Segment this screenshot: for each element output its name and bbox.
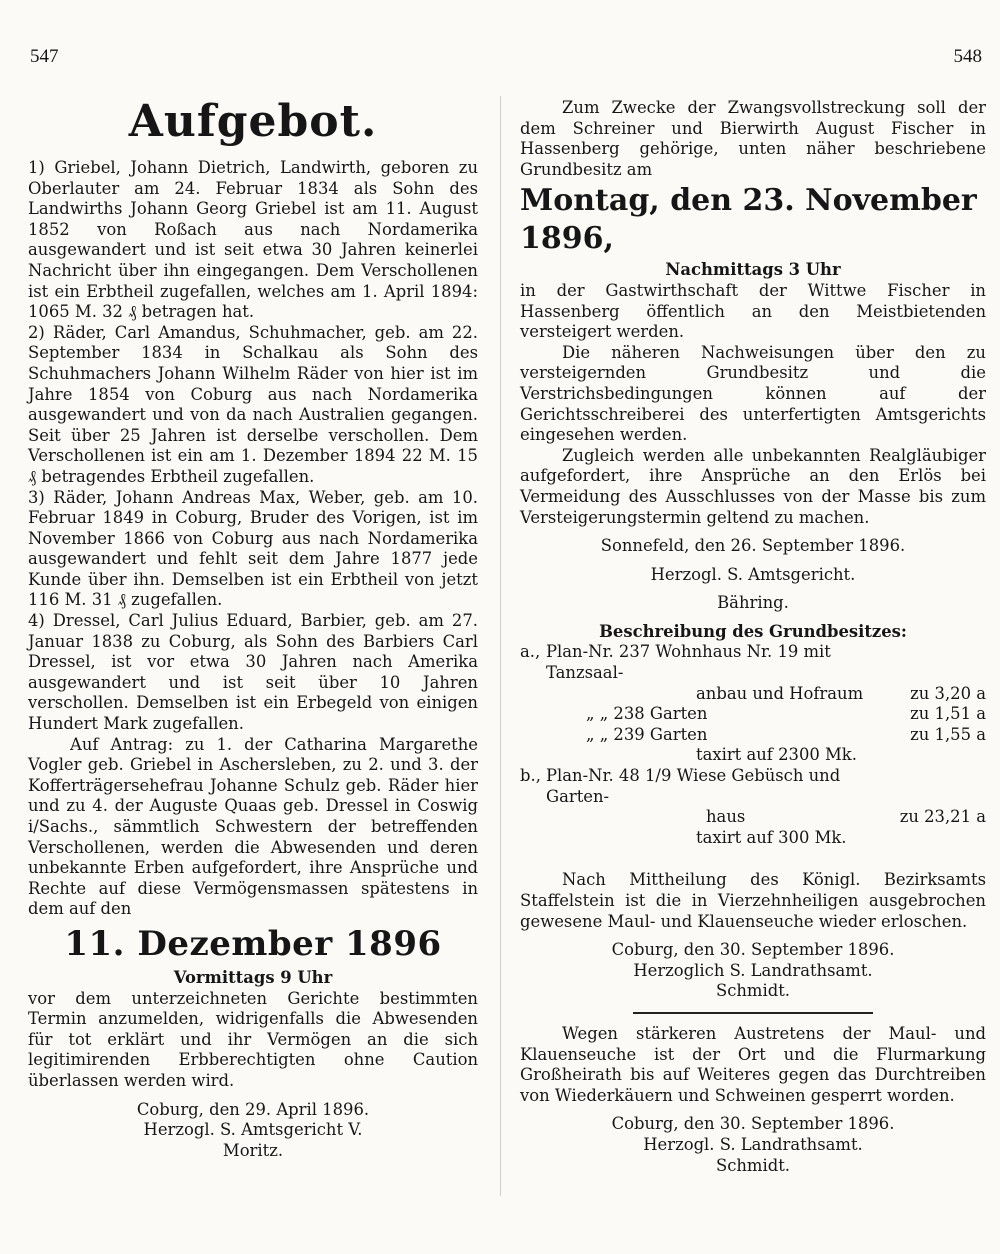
- table-row: b., Plan-Nr. 48 1/9 Wiese Gebüsch und Garten-: [520, 766, 841, 806]
- description-title: Beschreibung des Grundbesitzes:: [599, 621, 907, 641]
- place-date: Coburg, den 30. September 1896.: [611, 1114, 895, 1134]
- separator-line: [633, 1012, 873, 1014]
- creditors-paragraph: Zugleich werden alle unbekannten Realgläubiger aufgefordert, ihre Ansprüche an den Erlös bei Vermeidung des Ausschlusses von der Masse bis zum Versteigerungstermin geltend zu machen.: [520, 445, 986, 527]
- table-row: haus zu 23,21 a: [706, 807, 986, 827]
- table-row: „ „ 238 Garten zu 1,51 a: [586, 704, 986, 724]
- authority: Herzogl. S. Amtsgericht.: [650, 564, 856, 584]
- table-row: taxirt auf 2300 Mk.: [696, 745, 857, 765]
- authority: Herzogl. S. Landrathsamt.: [643, 1134, 863, 1154]
- notice-title: Aufgebot.: [128, 96, 378, 147]
- page-number-left: 547: [30, 46, 59, 67]
- list-item: 4) Dressel, Carl Julius Eduard, Barbier, geb. am 27. Januar 1838 zu Coburg, als Sohn des Barbiers Carl Dressel, ist vor etwa 30 Jahren nach Amerika ausgewandert und ist seit über 10 Jahren verschollen. Demselben ist ein Erbegeld von einigen Hundert Mark zugefallen.: [28, 611, 478, 734]
- disease-notice: Nach Mittheilung des Königl. Bezirksamts Staffelstein ist die in Vierzehnheiligen ausgebrochen gewesene Maul- und Klauenseuche wieder erloschen.: [520, 870, 986, 931]
- list-item: 1) Griebel, Johann Dietrich, Landwirth, geboren zu Oberlauter am 24. Februar 1834 als Sohn des Landwirths Johann Georg Griebel ist am 11. August 1852 von Roßach aus nach Nordamerika ausgewandert und ist seit etwa 30 Jahren keinerlei Nachricht über ihn eingegangen. Dem Verschollenen ist ein Erbtheil zugefallen, welches am 1. April 1894: 1065 M. 32 ₰ betragen hat.: [28, 158, 478, 322]
- right-column: [520, 98, 986, 1176]
- column-divider: [500, 96, 501, 1196]
- signature: Bähring.: [717, 593, 789, 613]
- table-row: taxirt auf 300 Mk.: [696, 827, 847, 847]
- left-column: [28, 96, 478, 1161]
- authority: Herzogl. S. Amtsgericht V.: [143, 1120, 363, 1140]
- description-table: [520, 642, 986, 848]
- signature: Schmidt.: [715, 1155, 791, 1175]
- list-item: 3) Räder, Johann Andreas Max, Weber, geb. am 10. Februar 1849 in Coburg, Bruder des Vorigen, ist im November 1866 von Coburg aus nach Nordamerika ausgewandert und fehlt seit dem Jahre 1877 jede Kunde über ihn. Demselben ist ein Erbtheil von jetzt 116 M. 31 ₰ zugefallen.: [28, 487, 478, 610]
- signature: Moritz.: [222, 1140, 284, 1160]
- list-item: 2) Räder, Carl Amandus, Schuhmacher, geb. am 22. September 1834 in Schalkau als Sohn des Schuhmachers Johann Wilhelm Räder von hier ist im Jahre 1854 von Coburg aus nach Nordamerika ausgewandert und von da nach Australien gegangen. Seit über 25 Jahren ist derselbe verschollen. Dem Verschollenen ist ein am 1. Dezember 1894 22 M. 15 ₰ betragendes Erbtheil zugefallen.: [28, 322, 478, 486]
- table-row: anbau und Hofraum zu 3,20 a: [696, 683, 986, 703]
- place-date: Coburg, den 29. April 1896.: [136, 1099, 370, 1119]
- table-row: „ „ 239 Garten zu 1,55 a: [586, 724, 986, 744]
- deadline-date: 11. Dezember 1896: [64, 923, 442, 964]
- signature: Schmidt.: [715, 981, 791, 1001]
- authority: Herzoglich S. Landrathsamt.: [633, 960, 873, 980]
- closing-paragraph: vor dem unterzeichneten Gerichte bestimmten Termin anzumelden, widrigenfalls die Abwesenden für tot erklärt und ihr Vermögen an die sich legitimirenden Erbberechtigten ohne Caution überlassen werden wird.: [28, 988, 478, 1090]
- place-date: Coburg, den 30. September 1896.: [611, 940, 895, 960]
- quarantine-notice: Wegen stärkeren Austretens der Maul- und Klauenseuche ist der Ort und die Flurmarkung Großheirath bis auf Weiteres gegen das Durchtreiben von Wiederkäuern und Schweinen gesperrt worden.: [520, 1023, 986, 1105]
- page-number-right: 548: [953, 46, 982, 67]
- auction-date: Montag, den 23. November 1896,: [520, 183, 977, 257]
- table-row: a., Plan-Nr. 237 Wohnhaus Nr. 19 mit Tanzsaal-: [520, 642, 831, 683]
- place-date: Sonnefeld, den 26. September 1896.: [600, 536, 906, 556]
- auction-intro: Zum Zwecke der Zwangsvollstreckung soll der dem Schreiner und Bierwirth August Fischer in Hassenberg gehörige, unten näher beschriebene Grundbesitz am: [520, 98, 986, 179]
- details-paragraph: Die näheren Nachweisungen über den zu versteigernden Grundbesitz und die Verstrichsbedingungen können auf der Gerichtsschreiberei des unterfertigten Amtsgerichts eingesehen werden.: [520, 342, 986, 445]
- auction-time: Nachmittags 3 Uhr: [665, 260, 841, 280]
- antrag-paragraph: Auf Antrag: zu 1. der Catharina Margarethe Vogler geb. Griebel in Aschersleben, zu 2. und 3. der Kofferträgersehefrau Johanne Schulz geb. Räder hier und zu 4. der Auguste Quaas geb. Dressel in Coswig i/Sachs., sämmtlich Schwestern der betreffenden Verschollenen, werden die Abwesenden und deren unbekannte Erben aufgefordert, ihre Ansprüche und Rechte auf diese Vermögensmassen spätestens in dem auf den: [28, 734, 478, 919]
- auction-paragraph: in der Gastwirthschaft der Wittwe Fischer in Hassenberg öffentlich an den Meistbietenden versteigert werden.: [520, 280, 986, 342]
- deadline-time: Vormittags 9 Uhr: [173, 967, 333, 987]
